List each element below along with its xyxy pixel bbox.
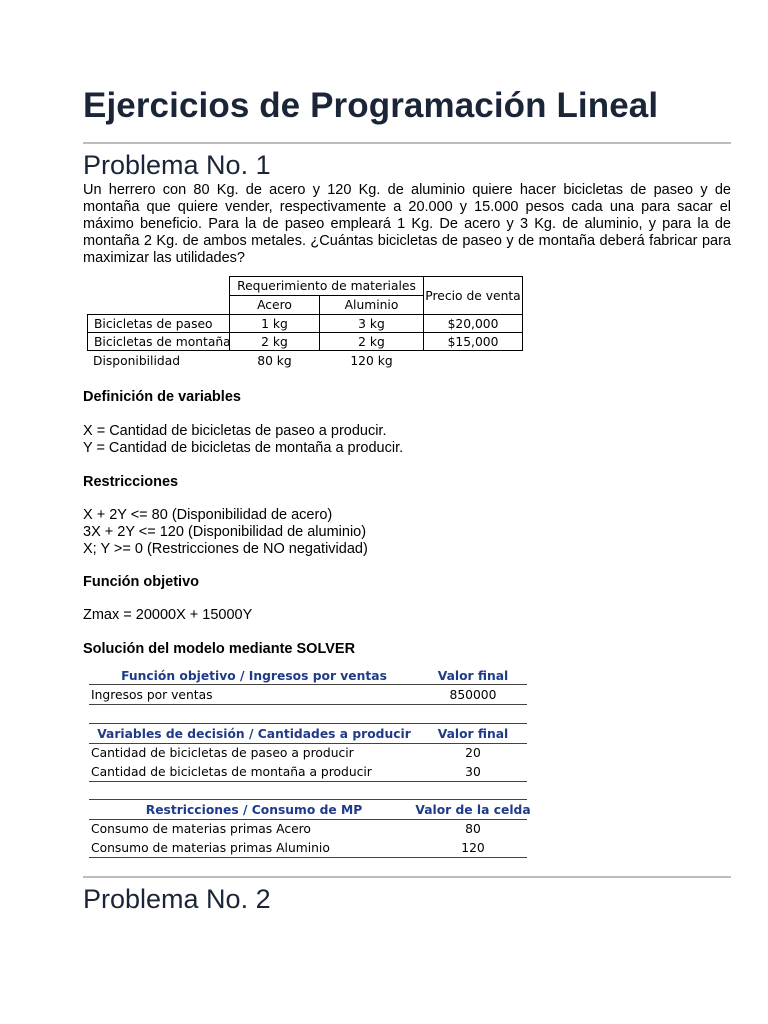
objective-heading: Función objetivo bbox=[83, 574, 199, 590]
objective-block-header: Función objetivo / Ingresos por ventas bbox=[121, 668, 387, 683]
constraint-row-steel-label: Consumo de materias primas Acero bbox=[91, 821, 311, 836]
availability-label: Disponibilidad bbox=[93, 353, 181, 368]
problem-1-heading: Problema No. 1 bbox=[83, 150, 271, 180]
objective-block-value-header: Valor final bbox=[437, 668, 509, 683]
constraint-nonnegativity: X; Y >= 0 (Restricciones de NO negatividad) bbox=[83, 541, 368, 557]
availability-aluminum: 120 kg bbox=[350, 353, 393, 368]
price-value: 15,000 bbox=[455, 334, 499, 349]
title-divider bbox=[83, 142, 731, 144]
cell-montana-price bbox=[423, 332, 523, 351]
header-aluminum: Aluminio bbox=[319, 295, 424, 315]
cell-montana-steel: 2 kg bbox=[229, 332, 320, 351]
problem-1-statement: Un herrero con 80 Kg. de acero y 120 Kg. de aluminio quiere hacer bicicletas de paseo y de montaña que quiere vender, respectivamente a 20.000 y 15.000 pesos cada una para sacar el máximo beneficio. Para la de paseo empleará 1 Kg. De acero y 3 Kg. de aluminio, y para la de montaña 2 Kg. de ambos metales. ¿Cuántas bicicletas de paseo y de montaña deberá fabricar para maximizar las utilidades? bbox=[83, 182, 731, 266]
constraint-row-aluminum-label: Consumo de materias primas Aluminio bbox=[91, 840, 330, 855]
divider bbox=[89, 857, 527, 858]
materials-group-header: Requerimiento de materiales bbox=[229, 276, 424, 296]
materials-table bbox=[83, 276, 533, 372]
constraints-heading: Restricciones bbox=[83, 474, 179, 490]
objective-function: Zmax = 20000X + 15000Y bbox=[83, 607, 253, 623]
solver-heading: Solución del modelo mediante SOLVER bbox=[83, 641, 356, 657]
variable-x: X = Cantidad de bicicletas de paseo a producir. bbox=[83, 423, 387, 439]
header-steel: Acero bbox=[229, 295, 320, 315]
decision-block-header: Variables de decisión / Cantidades a producir bbox=[97, 726, 411, 741]
constraints-list bbox=[83, 507, 368, 558]
constraint-row-steel-value: 80 bbox=[465, 821, 481, 836]
constraint-row-aluminum-value: 120 bbox=[461, 840, 485, 855]
cell-montana-aluminum: 2 kg bbox=[319, 332, 424, 351]
price-value: 20,000 bbox=[455, 316, 499, 331]
decision-row-paseo-value: 20 bbox=[465, 745, 481, 760]
constraints-block-header: Restricciones / Consumo de MP bbox=[145, 802, 363, 817]
cell-paseo-price bbox=[423, 314, 523, 333]
header-price: Precio de venta bbox=[423, 276, 523, 315]
availability-steel: 80 kg bbox=[257, 353, 292, 368]
decision-row-montana-label: Cantidad de bicicletas de montaña a producir bbox=[91, 764, 372, 779]
variables-heading: Definición de variables bbox=[83, 389, 241, 405]
decision-block-value-header: Valor final bbox=[437, 726, 509, 741]
objective-row-label: Ingresos por ventas bbox=[91, 687, 213, 702]
variables-list bbox=[83, 423, 403, 457]
problem-2-divider bbox=[83, 876, 731, 878]
document-title: Ejercicios de Programación Lineal bbox=[83, 86, 659, 125]
row-label-montana: Bicicletas de montaña bbox=[87, 332, 230, 351]
cell-paseo-aluminum: 3 kg bbox=[319, 314, 424, 333]
cell-paseo-steel: 1 kg bbox=[229, 314, 320, 333]
row-label-paseo: Bicicletas de paseo bbox=[87, 314, 230, 333]
solver-results-table bbox=[89, 666, 529, 861]
currency-symbol: $ bbox=[447, 334, 456, 349]
currency-symbol: $ bbox=[447, 316, 456, 331]
decision-row-paseo-label: Cantidad de bicicletas de paseo a producir bbox=[91, 745, 354, 760]
variable-y: Y = Cantidad de bicicletas de montaña a producir. bbox=[83, 440, 404, 456]
objective-row-value: 850000 bbox=[449, 687, 497, 702]
divider bbox=[89, 781, 527, 782]
constraint-steel: X + 2Y <= 80 (Disponibilidad de acero) bbox=[83, 507, 333, 523]
constraints-block-value-header: Valor de la celda bbox=[415, 802, 531, 817]
divider bbox=[89, 704, 527, 705]
constraint-aluminum: 3X + 2Y <= 120 (Disponibilidad de aluminio) bbox=[83, 524, 367, 540]
decision-row-montana-value: 30 bbox=[465, 764, 481, 779]
problem-2-heading: Problema No. 2 bbox=[83, 884, 271, 914]
